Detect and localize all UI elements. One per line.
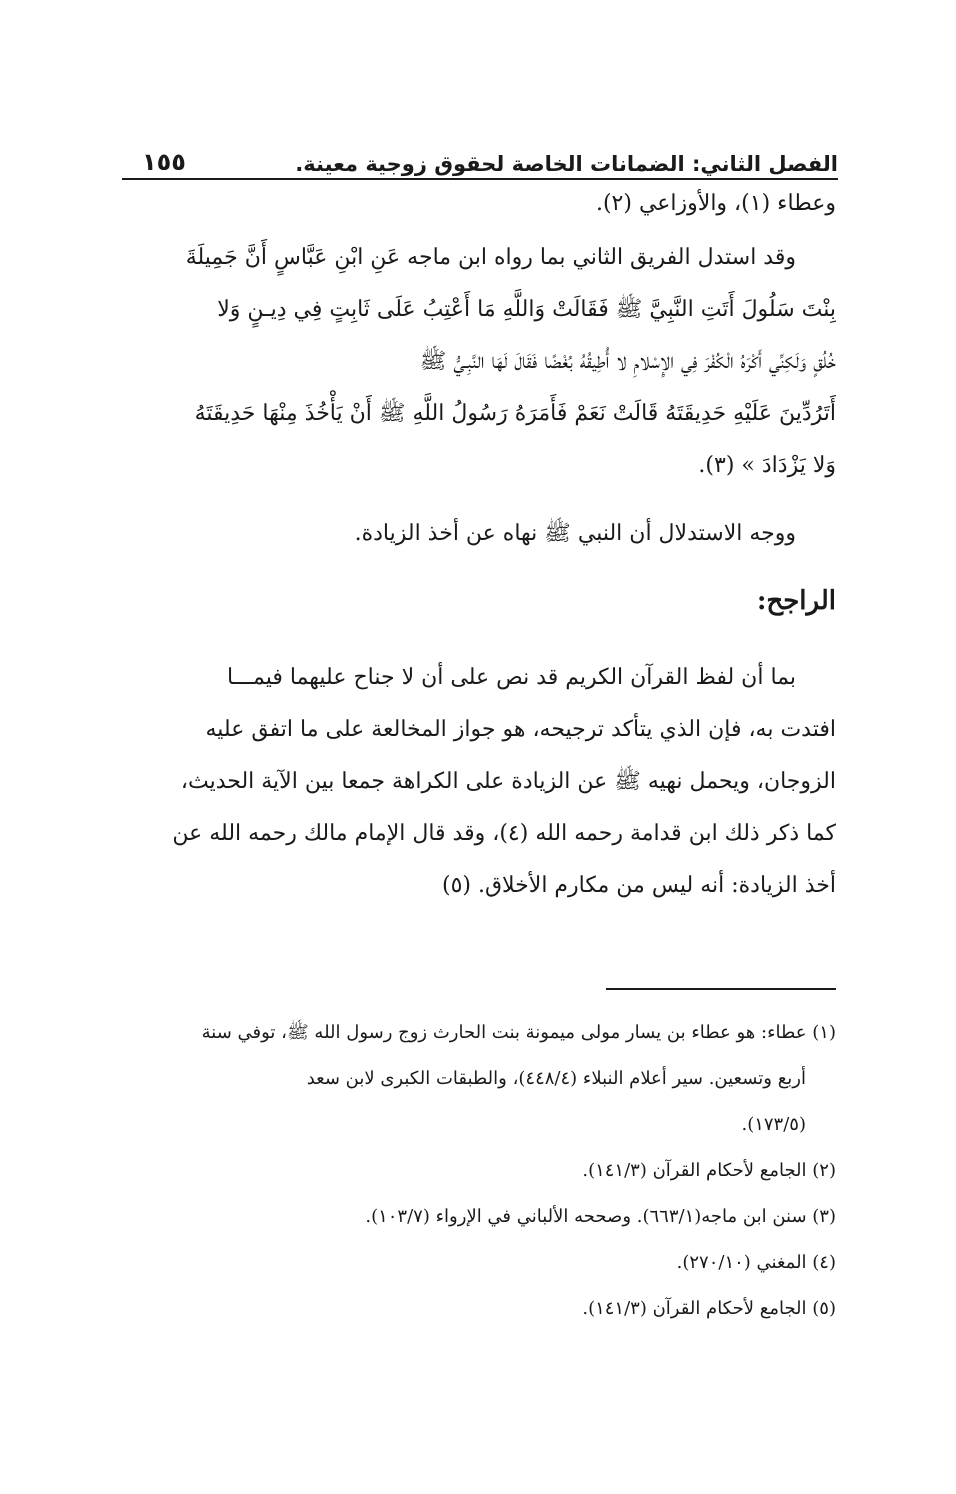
section-heading: الراجح: xyxy=(756,586,836,616)
page-number: ١٥٥ xyxy=(142,148,186,176)
footnotes xyxy=(124,1010,836,1332)
text-line: وعطاء (١)، والأوزاعي (٢). xyxy=(595,191,836,216)
footnote-divider xyxy=(606,988,836,990)
text-line: بِنْتَ سَلُولَ أَتَتِ النَّبِيَّ ﷺ فَقَالَتْ وَاللَّهِ مَا أَعْتِبُ عَلَى ثَابِتٍ فِي دِيـنٍ وَلا xyxy=(217,297,836,322)
text-line: أَتَرُدِّينَ عَلَيْهِ حَدِيقَتَهُ قَالَتْ نَعَمْ فَأَمَرَهُ رَسُولُ اللَّهِ ﷺ أَنْ يَأْخُذَ مِنْهَا حَدِيقَتَهُ xyxy=(194,401,836,426)
text-line: الزوجان، ويحمل نهيه ﷺ عن الزيادة على الكراهة جمعا بين الآية الحديث، xyxy=(180,769,836,794)
paragraph-3 xyxy=(124,508,836,560)
paragraph-1 xyxy=(124,178,836,230)
text-line: وقد استدل الفريق الثاني بما رواه ابن ماجه عَنِ ابْنِ عَبَّاسٍ أَنَّ جَمِيلَةَ xyxy=(185,245,796,270)
chapter-title: الفصل الثاني: الضمانات الخاصة لحقوق زوجية معينة. xyxy=(295,152,838,176)
text-line: ووجه الاستدلال أن النبي ﷺ نهاه عن أخذ الزيادة. xyxy=(354,521,796,546)
footnote-line: أربع وتسعين. سير أعلام النبلاء (٤٤٨/٤)، والطبقات الكبرى لابن سعد xyxy=(306,1068,806,1089)
footnote-5: (٥) الجامع لأحكام القرآن (١٤١/٣). xyxy=(582,1298,836,1319)
text-line: كما ذكر ذلك ابن قدامة رحمه الله (٤)، وقد قال الإمام مالك رحمه الله عن xyxy=(172,821,836,846)
footnote-4: (٤) المغني (٢٧٠/١٠). xyxy=(676,1252,836,1273)
footnote-2: (٢) الجامع لأحكام القرآن (١٤١/٣). xyxy=(582,1160,836,1181)
footnote-line: (١٧٣/٥). xyxy=(741,1114,806,1135)
footnote-line: (١) عطاء: هو عطاء بن يسار مولى ميمونة بنت الحارث زوج رسول الله ﷺ، توفي سنة xyxy=(201,1022,836,1043)
text-line: افتدت به، فإن الذي يتأكد ترجيحه، هو جواز المخالعة على ما اتفق عليه xyxy=(205,717,836,742)
footnote-3: (٣) سنن ابن ماجه(٦٦٣/١). وصححه الألباني في الإرواء (١٠٣/٧). xyxy=(365,1206,836,1227)
text-line: وَلا يَزْدَادَ » (٣). xyxy=(698,453,836,478)
text-line: أخذ الزيادة: أنه ليس من مكارم الأخلاق. (٥) xyxy=(441,873,836,898)
page-header xyxy=(122,140,838,180)
footnote-1 xyxy=(124,1010,836,1148)
paragraph-2-hadith xyxy=(124,232,836,492)
text-line: خُلُقٍ وَلَكِنِّي أَكْرَهُ الْكُفْرَ فِي الإِسْلامِ لا أُطِيقُهُ بُغْضًا فَقَالَ لَهَا النَّبِـيُّ ﷺ xyxy=(419,349,836,374)
paragraph-4-conclusion xyxy=(124,652,836,912)
text-line: بما أن لفظ القرآن الكريم قد نص على أن لا جناح عليهما فيمـــا xyxy=(226,665,796,690)
